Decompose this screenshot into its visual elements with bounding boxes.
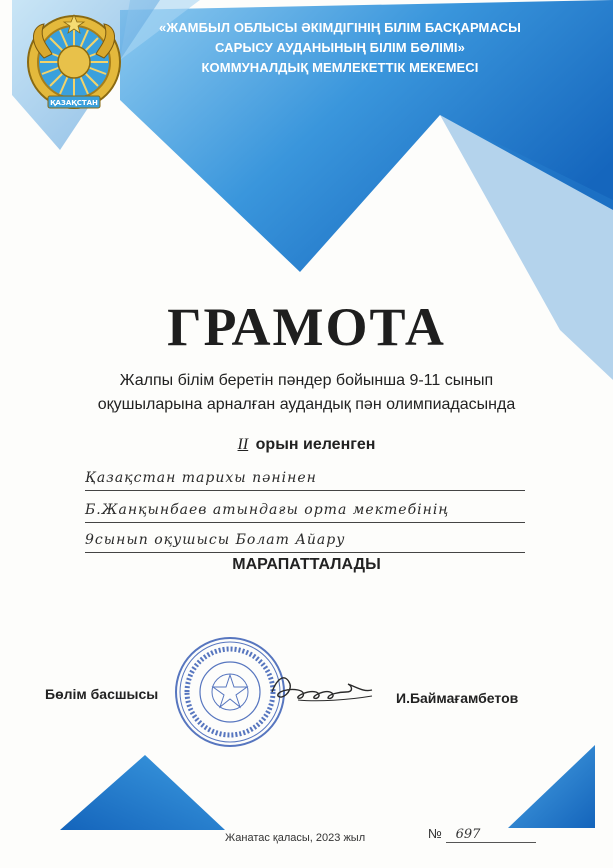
footer-city-year: Жанатас қаласы, 2023 жыл <box>225 832 366 844</box>
place-line <box>0 436 613 454</box>
corner-triangle-bottomleft <box>60 755 225 830</box>
place-label: орын иеленген <box>255 436 376 453</box>
kazakhstan-emblem-icon <box>22 12 126 120</box>
handwritten-line-subject: Қазақстан тарихы пәнінен <box>85 468 525 491</box>
signatory-name: И.Баймағамбетов <box>396 690 519 706</box>
handwritten-line-school: Б.Жанқынбаев атындағы орта мектебінің <box>85 500 525 523</box>
place-value: II <box>237 436 249 453</box>
emblem-ribbon-text: ҚАЗАҚСТАН <box>50 99 98 107</box>
handwritten-line-student: 9сынып оқушысы Болат Айару <box>85 530 525 553</box>
certificate-number <box>428 826 536 843</box>
description-line-1: Жалпы білім беретін пәндер бойынша 9-11 сынып <box>119 372 494 389</box>
issuer-line-1: «ЖАМБЫЛ ОБЛЫСЫ ӘКІМДІГІНІҢ БІЛІМ БАСҚАРМАСЫ <box>159 20 521 35</box>
signatory-position: Бөлім басшысы <box>45 686 159 702</box>
corner-triangle-bottomright <box>508 745 595 828</box>
issuer-line-3: КОММУНАЛДЫҚ МЕМЛЕКЕТТІК МЕКЕМЕСІ <box>201 60 479 75</box>
number-label: № <box>428 826 442 841</box>
certificate-title: ГРАМОТА <box>167 297 446 357</box>
description-line-2: оқушыларына арналған аудандық пән олимпиадасында <box>97 396 516 413</box>
issuer-line-2: САРЫСУ АУДАНЫНЫҢ БІЛІМ БӨЛІМІ» <box>215 40 465 55</box>
olympiad-description <box>0 369 613 417</box>
signature-icon <box>268 670 378 710</box>
issuer-header <box>130 18 550 78</box>
award-text: МАРАПАТТАЛАДЫ <box>232 556 381 573</box>
number-value: 697 <box>446 827 536 843</box>
